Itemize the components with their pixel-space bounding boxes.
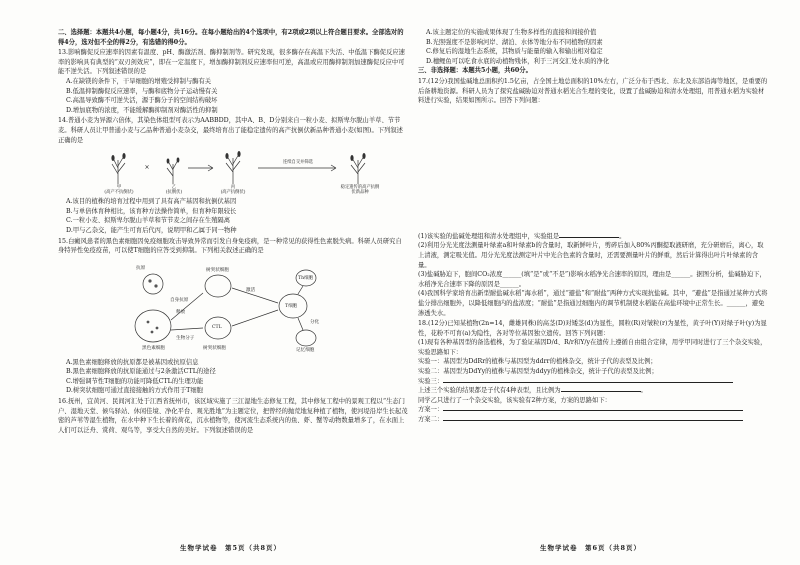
section-header-multiple-choice: 二、选择题：本题共4小题，每小题4分，共16分。在每小题给出的4个选项中，有2项或2项以上符合题目要求。全部选对的得4分，选对但不全的得2分，有选错的得0分。 (58, 29, 404, 46)
fig15-dc-label: 树突状细胞 (206, 267, 229, 273)
q14-option-c: C.一粒小麦、拟斯卑尔脱山羊草和节节麦之间存在生殖隔离 (66, 217, 231, 225)
q18-exp1: 实验一：基因型为DdRr的植株与基因型为ddrr的植株杂交，统计子代的表型及比例； (418, 358, 657, 366)
question-15-stem: 15.白癜风患者的黑色素细胞因免疫细胞攻击导致异常而引发自身免疫病，是一种常见的获得性色素脱失病。科研人员研究自身特异性免疫疫苗，可以使T细胞的应答受到抑制。下列相关叙述正确的是 (58, 237, 402, 255)
q18-exp2: 实验二：基因型为DdYy的植株与基因型为ddyy的植株杂交，统计子代的表型及比例； (418, 368, 658, 376)
q14-option-d: D.甲与乙杂交，能产生可育后代丙，说明甲和乙属于同一物种 (66, 226, 237, 234)
antigen-particle-icon (143, 274, 163, 294)
antigen-dot-icon (154, 284, 157, 287)
q18-sub1: (1)现有各种基因型的备选植株，为了验证基因D/d、R/r和Y/y在遗传上遵循自由组合定律，用学甲同时进行了三个杂交实验，实验思路如下： (418, 339, 767, 356)
q18-sub2: 上述三个实验的结果都是子代有4种表型，且比例为 。 (418, 387, 647, 395)
section-header-free-response: 三、非选择题：本题共5小题，共60分。 (418, 67, 532, 75)
antigen-dot-icon (148, 279, 151, 282)
pathway-arrow-line (298, 286, 303, 294)
page-footer-right: 生物学试卷 第6页（共8页） (540, 544, 642, 552)
fig15-activate-label: 激活 (246, 287, 256, 293)
q14-option-a: A.该目的植株的培育过程中用到了具有高产基因和抗倒伏基因 (66, 198, 237, 206)
wheat-plant-bing-icon (226, 154, 240, 184)
dendritic-cell-icon (205, 275, 231, 297)
q18-exp3: 实验三： (418, 377, 768, 387)
fig-result-label: 稳定遗传的高产抗倒伏新品种 (340, 185, 380, 196)
fig15-release-label: 释放 (176, 309, 186, 315)
question-17-stem: 17.(12分)我国盐碱地总面积约1.5亿亩，占全国土地总面积的10%左右，广泛分布于西北、东北及东部沿海等地区，是重要的后备耕地资源。科研人员为了探究盐碱胁迫对普通水稻光合生理的变化，设置了盐碱胁迫和清水处理组，用普通水稻为实验材料进行实验，结果如图所示。回答下列问题： (418, 77, 768, 105)
q13-option-d: D.增加底物的浓度，不能缓解酶抑制剂对酶活性的抑制 (66, 106, 218, 114)
q15-option-d: D.树突状细胞可通过直接接触的方式作用于T细胞 (66, 387, 203, 395)
cross-arrow-icon (188, 165, 213, 171)
fig15-tcell-label: T细胞 (285, 303, 298, 309)
right-column (418, 28, 768, 425)
q16-option-a: A.该主题定位的实施成果体现了生物多样性的直接和间接价值 (426, 29, 597, 36)
q17-sub2: (2)利用分光光度法测量叶绿素a和叶绿素b的含量时，取新鲜叶片，剪碎后加入80%丙酮提取液研磨，充分研磨后，离心，取上清液，测定吸光值。用分光光度法测定叶片中光合色素的含量时，还需要测量叶片的鲜重，然后计算得出叶片叶绿素的含量。 (418, 242, 764, 269)
pigment-granule-icon (151, 330, 154, 333)
wheat-plant-yi-icon (167, 160, 178, 184)
fig-arrow-label: 连续自交并筛选 (282, 160, 314, 166)
wheat-ear-icon (177, 158, 180, 163)
q17-sub4: (4)我国科学家培育出新型耐盐碱水稻“海水稻”，通过“避盐”和“耐盐”两种方式实现抗盐碱。其中，“避盐”是指通过某种方式将盐分排出细胞外，以降低细胞内的盐浓度；“耐盐”是指通过细胞内的调节机制使水稻能在高盐环境中正常生长。______，避免渗透失水。 (418, 290, 768, 317)
memory-cell-icon (296, 330, 316, 346)
q17-sub1: (1)该实验的盐碱处理组和清水处理组中，实验组是 。 (418, 232, 626, 240)
q13-option-b: B.低温抑制酶促反应速率，与酶和底物分子运动慢有关 (66, 87, 218, 95)
fig15-memory-label: 记忆细胞 (296, 347, 315, 353)
fig15-antigen-label: 抗原 (136, 265, 146, 271)
immune-pathway-figure (58, 258, 408, 356)
melanocyte-cell-icon (135, 310, 171, 342)
q15-option-a: A.黑色素细胞释放的抗原都是被基因或抗原信息 (66, 358, 199, 366)
fig15-melanocyte-label: 黑色素细胞 (142, 345, 165, 351)
q17-sub3: (3)盐碱胁迫下，胞间CO₂浓度______(填“是”或“不是”)影响水稻净光合速率的原因，理由是______。据图分析，盐碱胁迫下，水稻净光合速率下降的原因是______。 (418, 271, 766, 288)
fig-jia-label: 甲 (高产不抗倒伏) (104, 185, 134, 196)
pathway-arrow-line (171, 328, 203, 330)
q18-plan2: 方案二： (418, 415, 768, 425)
salt-stress-bar-chart (418, 108, 768, 230)
q16-option-b: B.光照强度不是影响河岸、湖泊、水体等地分布不同植物的因素 (426, 38, 603, 46)
q15-option-c: C.增强调节性T细胞的功能可降低CTL的生理功能 (66, 377, 204, 385)
question-18-stem: 18.(12分)已知某植物(2n=14，雌雄同株)的高茎(D)对矮茎(d)为显性，圆粒(R)对皱粒(r)为显性，黄子叶(Y)对绿子叶(y)为显性，花粉不可育(a)为隐性，各对等位基因独立遗传。回答下列问题： (418, 320, 767, 337)
wheat-ear-icon (167, 159, 170, 164)
wheat-ear-icon (350, 155, 353, 161)
pathway-arrow-line (232, 310, 278, 326)
wheat-ear-icon (225, 153, 228, 159)
wheat-ear-icon (111, 155, 114, 161)
wheat-ear-icon (237, 151, 240, 157)
pigment-granule-icon (156, 326, 159, 329)
left-column (58, 28, 408, 435)
bar-chart-svg (418, 108, 768, 230)
q13-option-c: C.高温导致酶不可逆失活，源于酶分子的空间结构破坏 (66, 97, 218, 105)
wheat-ear-icon (362, 153, 365, 159)
pigment-granule-icon (147, 320, 150, 323)
fig-bing-label: 丙 (高产抗倒伏) (220, 185, 246, 196)
wheat-breeding-figure (58, 148, 408, 194)
q14-option-b: B.与单倍体育种相比，该育种方法操作简单，但育种年限较长 (66, 207, 237, 215)
q16-option-c: C.修复后的湿地生态系统，其物质与能量的输入和输出相对稳定 (426, 48, 603, 56)
wheat-plant-result-icon (351, 156, 365, 184)
fig-yi-label: 乙 (抗倒伏) (165, 185, 183, 196)
pathway-arrow-line (298, 318, 303, 330)
question-13-stem: 13.影响酶促反应速率的因素有温度、pH、酶激活剂、酶抑制剂等。研究发现，很多酶存在高温下失活、中低温下酶促反应速率的影响具有典型的“双刃剑效应”，即在一定温度下，增加酶抑制剂反应速率但可逆，高温或应用酶抑制剂加速酶促反应中可能不逆失活。下列叙述错误的是 (58, 49, 405, 76)
q18-plan1: 方案一： (418, 405, 768, 415)
q13-option-a: A.在缺镁的条件下，干旱细胞的增殖受抑制与酶有关 (66, 77, 212, 85)
q15-option-b: B.黑色素细胞释放的抗原能通过与2条激活CTL的途径 (66, 368, 216, 376)
fig15-dc-caption: 树突状细胞 (203, 345, 226, 351)
fig15-ctl-label: CTL (212, 324, 222, 330)
fig15-th-label: Th细胞 (298, 275, 314, 281)
wheat-ear-icon (122, 153, 125, 159)
fig-cross-symbol: × (144, 164, 150, 172)
page-footer-left: 生物学试卷 第5页（共8页） (180, 544, 282, 552)
question-16-stem: 16.抚州，宜黄河、民间河汇处于江西省抚州市，该区域实施了三江湿地生态修复工程，其中修复工程中的景观工程以“生态门户、湿地天堂、候鸟驿站、休闲佳境、净化平台、观光胜地”为主题定位，把曾经的抛荒地复种植了植物，使河堤沿岸生长起茂密的芦苇等湿生植物，在水中种下生长着的荷花，沉水植物等，使河流生态系统内的鱼、虾、蟹等动物数量增多了，在水面上人们可以泛舟、赏荷、观鸟等，享受大自然的美好。下列叙述错误的是 (58, 398, 408, 434)
q18-sub3: 同学乙只进行了一个杂交实验，该实验有2种方案，方案的思路如下： (418, 396, 611, 404)
q16-option-d: D.穗鲤鱼可以吃食水底的动植物残体，利于三河交汇处水质的净化 (426, 57, 610, 65)
immune-pathway-drawing (58, 258, 408, 356)
fig15-signal-label: 生物分子 (176, 335, 195, 341)
fig15-differentiate-label: 分化 (310, 319, 320, 325)
question-14-stem: 14.普通小麦为异源六倍体，其染色体组型可表示为AABBDD，其中A、B、D分别来自一粒小麦、拟斯卑尔脱山羊草、节节麦。科研人员让甲普通小麦与乙品种普通小麦杂交，最终培育出了能稳定遗传的高产抗倒伏新品种普通小麦(如图)。下列叙述正确的是 (58, 117, 403, 144)
fig15-self-antigen-label: 自身抗原 (170, 297, 189, 303)
